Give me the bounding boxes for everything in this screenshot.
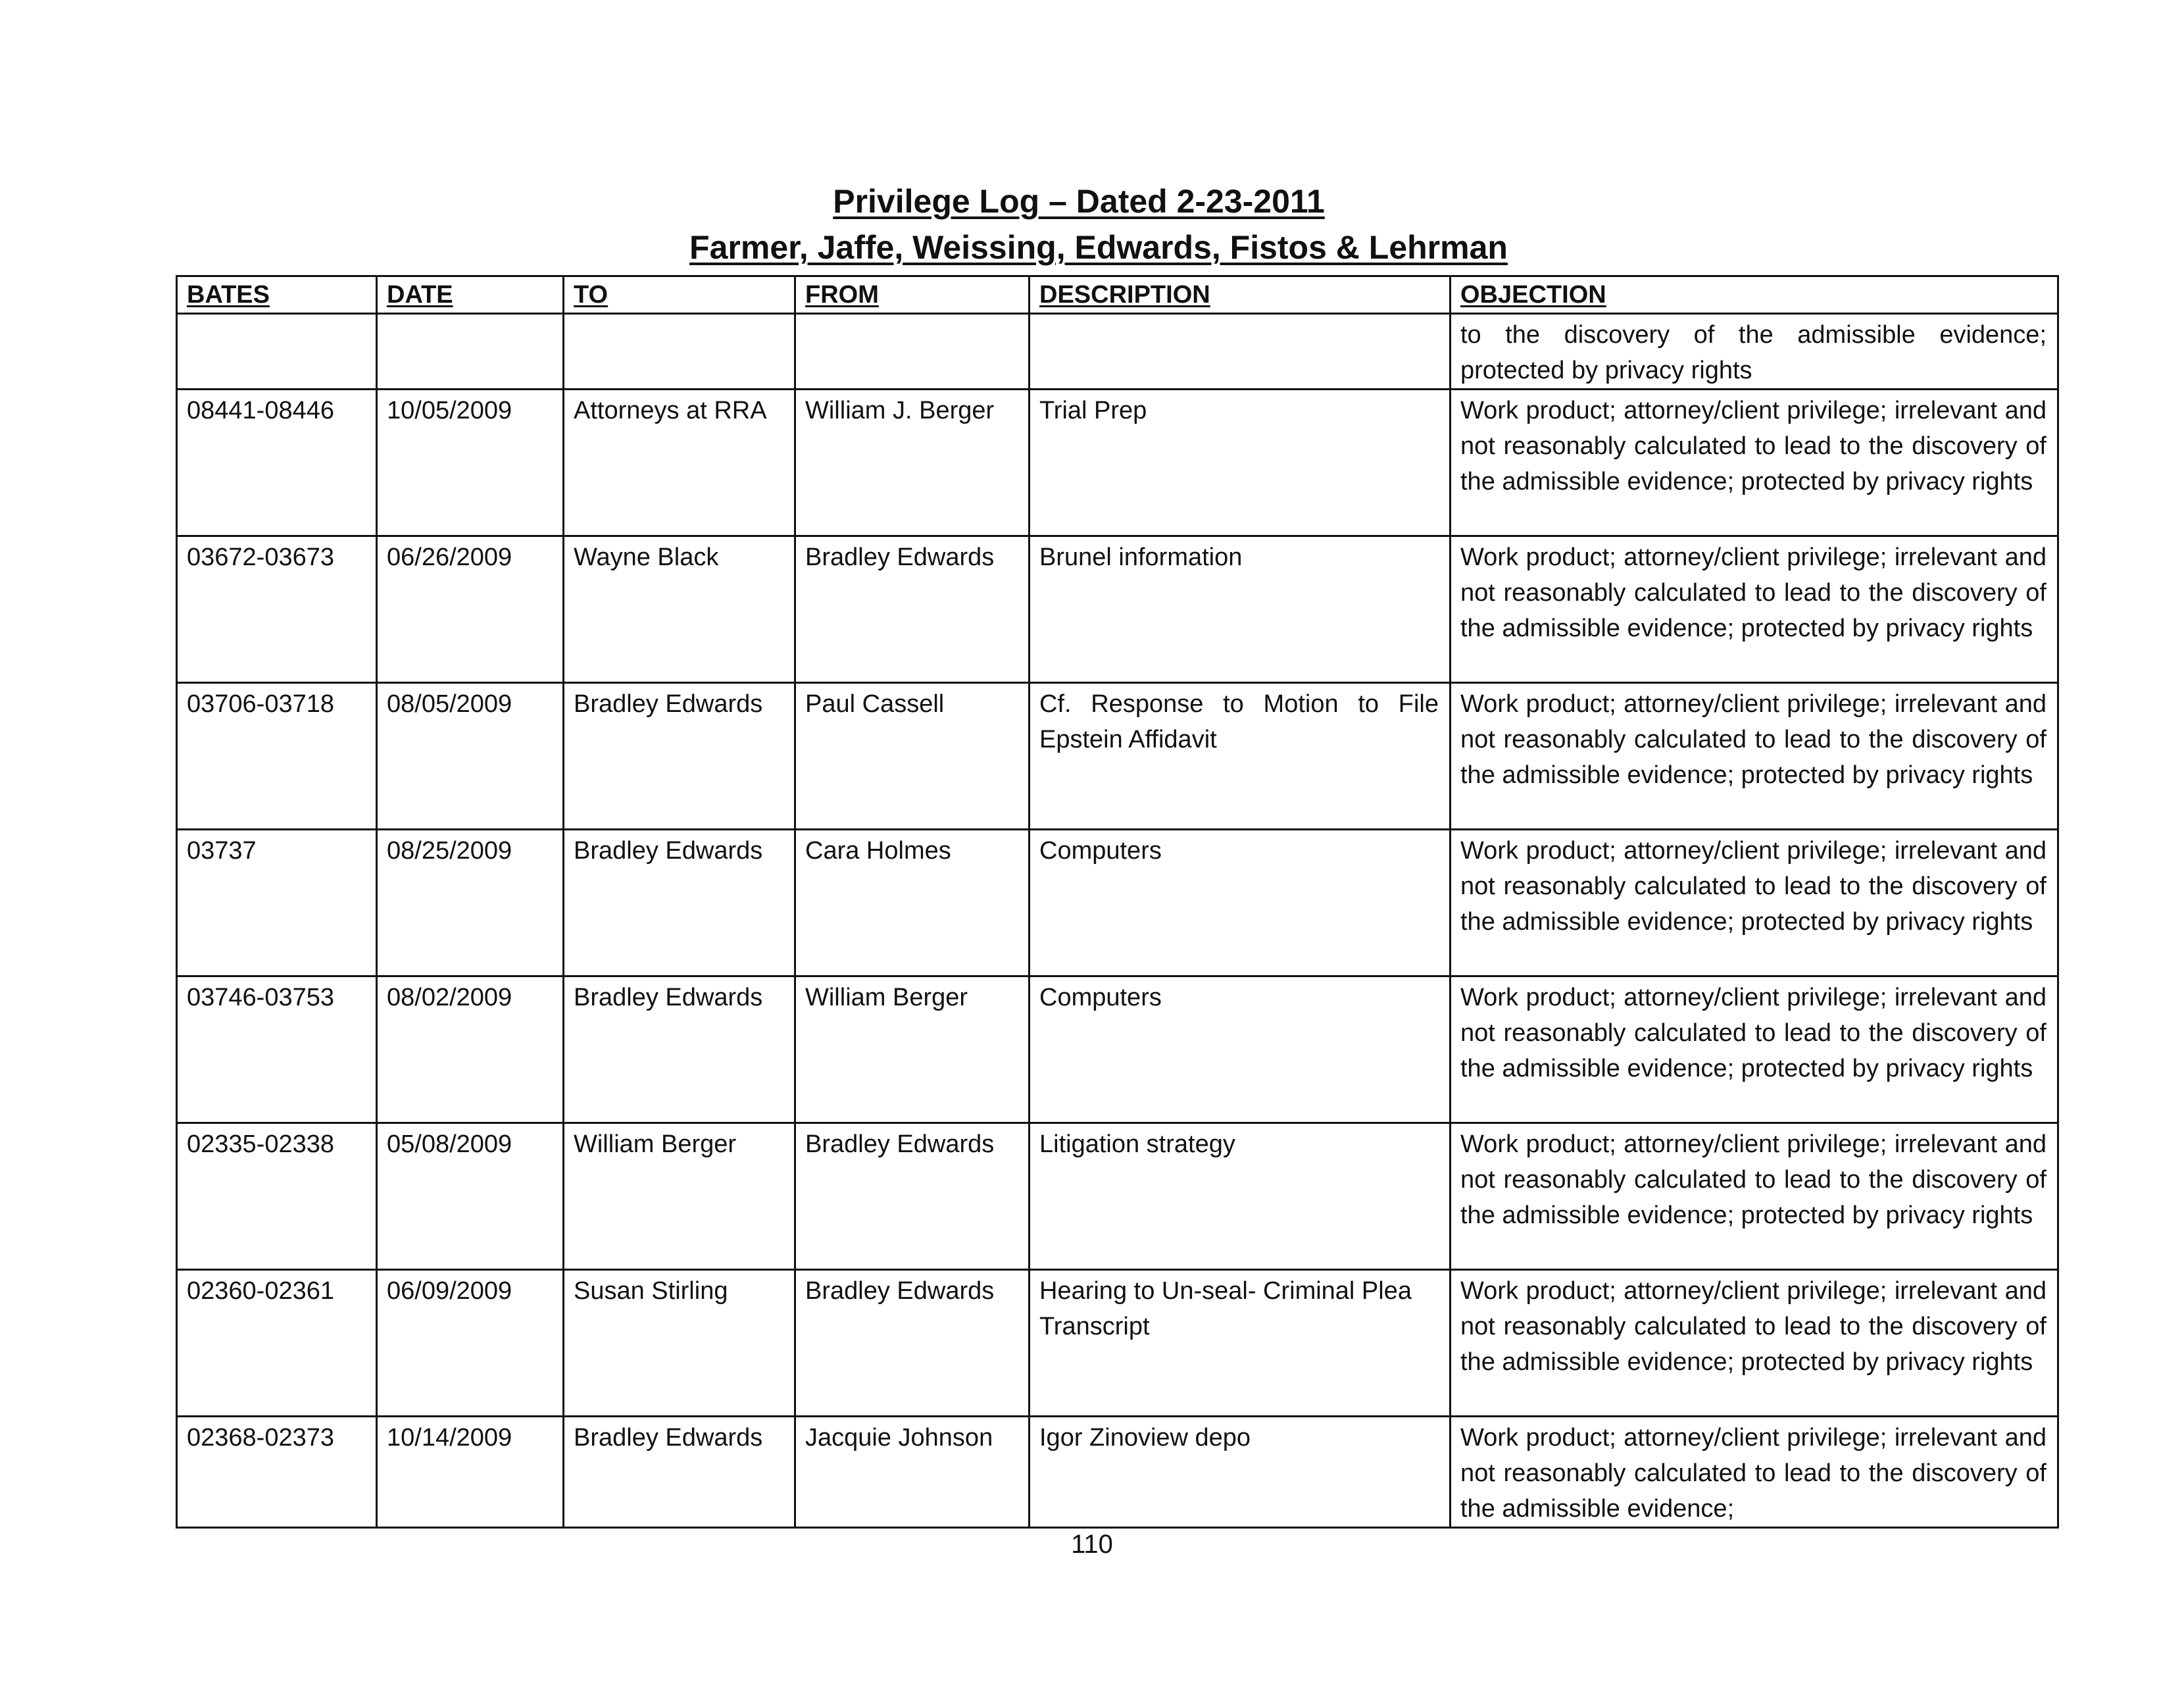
table-row: [177, 683, 2058, 830]
cell-to: Attorneys at RRA: [564, 390, 795, 536]
table-row: [177, 830, 2058, 976]
table-header-row: [177, 276, 2058, 314]
cell-description: Computers: [1030, 976, 1451, 1123]
cell-to: Bradley Edwards: [564, 830, 795, 976]
cell-objection: Work product; attorney/client privilege; irrelevant and not reasonably calculated to lead to the discovery of the admissible evidence; protected by privacy rights: [1451, 1270, 2058, 1417]
privilege-log-table: [176, 275, 2059, 1529]
cell-description: Trial Prep: [1030, 390, 1451, 536]
cell-from: William Berger: [795, 976, 1030, 1123]
cell-from: Bradley Edwards: [795, 1270, 1030, 1417]
document-subtitle: Farmer, Jaffe, Weissing, Edwards, Fistos & Lehrman: [689, 229, 1508, 266]
header-bates: BATES: [177, 276, 377, 314]
table-row-continuation: [177, 314, 2058, 390]
cell-bates: 03737: [177, 830, 377, 976]
cell-date: [377, 314, 564, 390]
cell-description: Computers: [1030, 830, 1451, 976]
cell-date: 06/09/2009: [377, 1270, 564, 1417]
cell-description: Litigation strategy: [1030, 1123, 1451, 1270]
cell-from: Cara Holmes: [795, 830, 1030, 976]
header-from: FROM: [795, 276, 1030, 314]
table-row: [177, 976, 2058, 1123]
cell-from: Paul Cassell: [795, 683, 1030, 830]
cell-date: 05/08/2009: [377, 1123, 564, 1270]
table-row: [177, 1270, 2058, 1417]
cell-objection: Work product; attorney/client privilege; irrelevant and not reasonably calculated to lead to the discovery of the admissible evidence; protected by privacy rights: [1451, 683, 2058, 830]
table-row: [177, 536, 2058, 683]
cell-to: Bradley Edwards: [564, 683, 795, 830]
cell-to: William Berger: [564, 1123, 795, 1270]
cell-objection: Work product; attorney/client privilege; irrelevant and not reasonably calculated to lead to the discovery of the admissible evidence; protected by privacy rights: [1451, 390, 2058, 536]
cell-bates: 02335-02338: [177, 1123, 377, 1270]
cell-objection: Work product; attorney/client privilege; irrelevant and not reasonably calculated to lead to the discovery of the admissible evidence; protected by privacy rights: [1451, 536, 2058, 683]
cell-description: Cf. Response to Motion to File Epstein Affidavit: [1030, 683, 1451, 830]
cell-from: [795, 314, 1030, 390]
cell-objection: Work product; attorney/client privilege; irrelevant and not reasonably calculated to lead to the discovery of the admissible evidence; protected by privacy rights: [1451, 830, 2058, 976]
cell-bates: 03706-03718: [177, 683, 377, 830]
cell-to: [564, 314, 795, 390]
cell-from: William J. Berger: [795, 390, 1030, 536]
cell-from: Bradley Edwards: [795, 1123, 1030, 1270]
cell-objection: to the discovery of the admissible evidence; protected by privacy rights: [1451, 314, 2058, 390]
cell-objection: Work product; attorney/client privilege; irrelevant and not reasonably calculated to lead to the discovery of the admissible evidence; protected by privacy rights: [1451, 1123, 2058, 1270]
cell-from: Jacquie Johnson: [795, 1417, 1030, 1528]
table-row: [177, 390, 2058, 536]
cell-date: 10/14/2009: [377, 1417, 564, 1528]
cell-objection: Work product; attorney/client privilege; irrelevant and not reasonably calculated to lead to the discovery of the admissible evidence; protected by privacy rights: [1451, 976, 2058, 1123]
header-date: DATE: [377, 276, 564, 314]
cell-to: Wayne Black: [564, 536, 795, 683]
cell-bates: 08441-08446: [177, 390, 377, 536]
cell-date: 08/02/2009: [377, 976, 564, 1123]
document-title: Privilege Log – Dated 2-23-2011: [833, 183, 1325, 220]
table-row: [177, 1123, 2058, 1270]
header-to: TO: [564, 276, 795, 314]
cell-bates: 02360-02361: [177, 1270, 377, 1417]
cell-to: Susan Stirling: [564, 1270, 795, 1417]
cell-description: [1030, 314, 1451, 390]
cell-bates: [177, 314, 377, 390]
cell-date: 08/05/2009: [377, 683, 564, 830]
cell-to: Bradley Edwards: [564, 1417, 795, 1528]
cell-to: Bradley Edwards: [564, 976, 795, 1123]
cell-from: Bradley Edwards: [795, 536, 1030, 683]
cell-description: Igor Zinoview depo: [1030, 1417, 1451, 1528]
cell-date: 10/05/2009: [377, 390, 564, 536]
cell-description: Brunel information: [1030, 536, 1451, 683]
cell-date: 06/26/2009: [377, 536, 564, 683]
cell-bates: 02368-02373: [177, 1417, 377, 1528]
cell-bates: 03672-03673: [177, 536, 377, 683]
header-description: DESCRIPTION: [1030, 276, 1451, 314]
cell-description: Hearing to Un-seal- Criminal Plea Transcript: [1030, 1270, 1451, 1417]
header-objection: OBJECTION: [1451, 276, 2058, 314]
cell-date: 08/25/2009: [377, 830, 564, 976]
cell-bates: 03746-03753: [177, 976, 377, 1123]
page-number: 110: [1071, 1530, 1113, 1559]
cell-objection: Work product; attorney/client privilege; irrelevant and not reasonably calculated to lead to the discovery of the admissible evidence;: [1451, 1417, 2058, 1528]
table-row: [177, 1417, 2058, 1528]
